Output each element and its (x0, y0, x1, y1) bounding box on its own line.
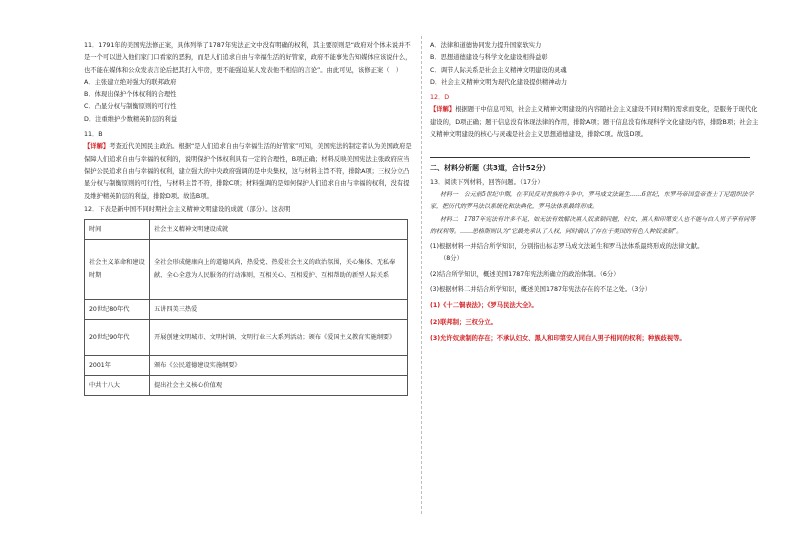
q13-answer-3: (3)允许奴隶制的存在；不承认妇女、黑人和印第安人同白人男子相同的权利；种族歧视等。 (430, 334, 686, 342)
q13-stem: 13．阅读下列材料，回答问题。（17分） (430, 178, 544, 186)
table-cell: 提出社会主义核心价值观 (150, 376, 408, 396)
q12-stem: 12．下表是新中国不同时期社会主义精神文明建设的成就（部分）。这表明 (84, 205, 291, 213)
table-row (85, 220, 408, 240)
q11-analysis-text: 考查近代美国民主政治。根据“是人们追求自由与幸福生活的好管家”可知，美国宪法的制定者认为美国政府是保障人们追求自由与幸福的权利的，说明保护个体权利具有一定的合理性，B项正确；材料反映美国宪法主张政府应当保护公民追求自由与幸福的权利，建立强大的中央政府强调的是中央集权，这与材料主旨不符，排除A项；三权分立凸显分权与制衡原则的可行性，与材料主旨不符，排除C项；材料强调的是如何保护人们追求自由与幸福的权利，没有提及维护精英阶层的利益，排除D项。故选B项。 (84, 143, 412, 200)
material-two: 材料二 1787年宪法有许多不足，如无法有效解决黑人奴隶制问题，妇女、黑人和印第安人也不能与白人男子享有同等的权利等。……思格斯则认为“它最先承认了人权，同时确认了存在于美国的有色人种奴隶制”。 (430, 215, 756, 235)
q12-answer: 12．D (430, 94, 450, 102)
table-row (85, 240, 408, 300)
right-column (430, 40, 760, 345)
q13-question-1: (1)根据材料一并结合所学知识，分别指出标志罗马成文法诞生和罗马法体系最终形成的法律文献。 (430, 243, 704, 251)
table-row (85, 376, 408, 396)
q13-question-2: (2)结合所学知识，概述美国1787年宪法所确立的政治体制。（6分） (430, 270, 620, 278)
table-cell: 全社会形成健康向上的道德风尚，热爱党、热爱社会主义的政治氛围，关心集体、无私奉献、全心全意为人民服务的行动准则，互相关心、互相爱护、互相帮助的新型人际关系 (150, 240, 408, 300)
q12-analysis-text: 根据题干中信息可知，社会主义精神文明建设的内容随社会主义建设不同时期的需求而变化，是服务于现代化建设的，D项正确；题干信息没有体现法律的作用，排除A项；题干信息没有体现科学文化建设内容，排除B项；社会主义精神文明建设的核心与灵魂是社会主义思想道德建设，排除C项。故选D项。 (430, 106, 759, 139)
table-cell: 颁布《公民道德建设实施纲要》 (150, 356, 408, 376)
q12-option-a: A．法律和道德协同发力提升国家软实力 (430, 42, 542, 49)
section-divider (430, 157, 750, 158)
q12-option-d: D．社会主义精神文明为现代化建设提供精神动力 (430, 78, 568, 86)
analysis-tag: 【详解】 (430, 106, 456, 114)
q12-option-c: C．调节人际关系是社会主义精神文明建设的灵魂 (430, 66, 567, 74)
q12-option-b: B．思想道德建设与科学文化建设相得益彰 (430, 54, 548, 62)
analysis-tag: 【详解】 (84, 143, 110, 151)
table-row (85, 320, 408, 356)
q11-analysis (84, 141, 414, 202)
table-header-cell: 时间 (85, 220, 150, 240)
material-one: 材料一 公元前5世纪中期，在平民反对贵族的斗争中，罗马成文法诞生……6世纪，东罗马帝国皇帝查士丁尼组织法学家，把历代的罗马法以系统化和法典化，罗马法体系最终形成。 (430, 190, 754, 211)
table-cell: 开展创建文明城市、文明村镇、文明行业三大系列活动；颁布《爱国主义教育实施纲要》 (150, 320, 408, 356)
q11-option-b: B．体现出保护个体权利的合理性 (84, 91, 177, 99)
table-cell: 20世纪90年代 (85, 320, 150, 356)
column-divider (421, 36, 422, 514)
table-cell: 社会主义革命和建设时期 (85, 240, 150, 300)
section-title: 二、材料分析题（共3道，合计52分） (430, 164, 550, 173)
achievement-table (84, 219, 408, 396)
table-cell: 中共十八大 (85, 376, 150, 396)
q12-analysis (430, 104, 760, 141)
q13-answer-2: (2)联邦制；三权分立。 (430, 318, 497, 326)
table-row (85, 356, 408, 376)
q13-question-1-score: （8分） (440, 255, 463, 263)
left-column (84, 40, 414, 396)
table-cell: 2001年 (85, 356, 150, 376)
table-row (85, 300, 408, 320)
q11-answer: 11．B (84, 131, 103, 139)
table-cell: 五讲四美三热爱 (150, 300, 408, 320)
q11-option-c: C．凸显分权与制衡原则的可行性 (84, 103, 177, 111)
table-header-cell: 社会主义精神文明建设成就 (150, 220, 408, 240)
q11-stem: 11．1791年的美国宪法修正案，具体列举了1787年宪法正文中没有明确的权利，其主要原则是“政府对个体未说并不是一个可以进入他们家门口看家的恶狗，而是人们追求自由与幸福生活的好管家，政府不能事先告知媒体应该说什么，也不能在媒体和公众发表言论后把其打入牢房，更不能强迫某人发表他不相信的言论”。由此可见，该修正案（ ） (84, 42, 412, 74)
q11-option-a: A．主张建立绝对强大的联邦政府 (84, 78, 177, 86)
q13-answer-1: (1)《十二铜表法》；《罗马民法大全》。 (430, 302, 538, 310)
q13-question-3: (3)根据材料二并结合所学知识，概述美国1787年宪法存在的不足之处。（3分） (430, 286, 652, 294)
q11-option-d: D．注重维护少数精英阶层的利益 (84, 115, 178, 123)
table-cell: 20世纪80年代 (85, 300, 150, 320)
